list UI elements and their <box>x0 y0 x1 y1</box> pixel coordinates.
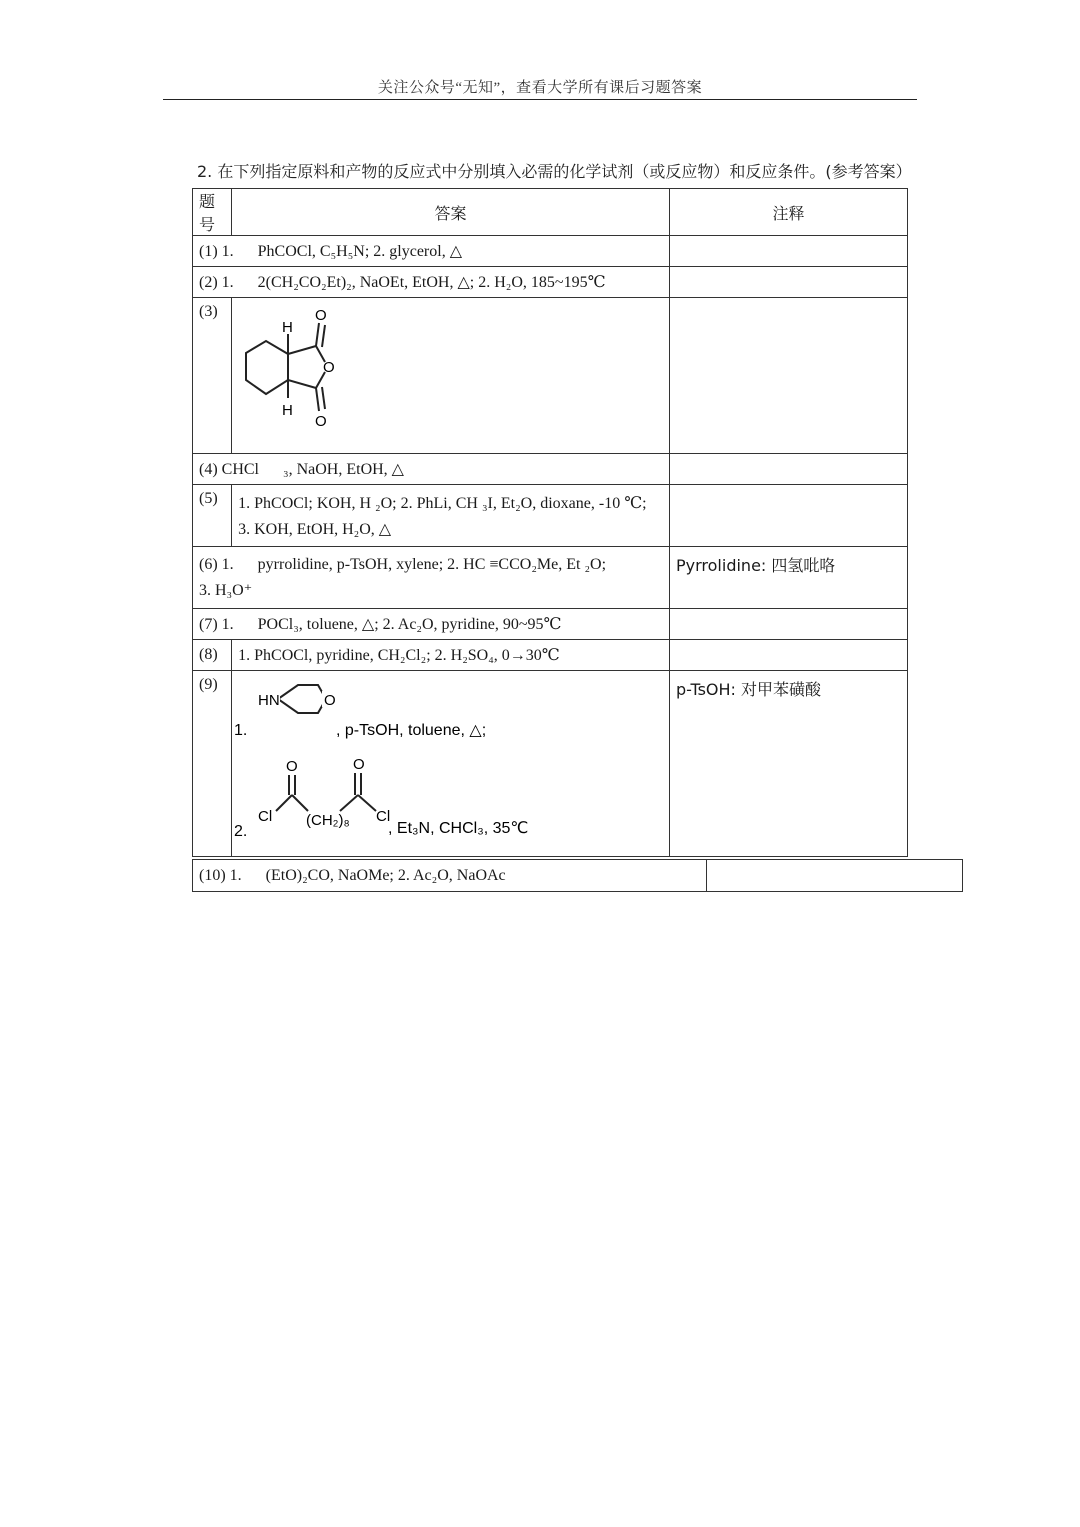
note-cell <box>707 860 963 892</box>
answer-cell <box>193 454 670 485</box>
table-row <box>193 236 908 267</box>
question-title: 2. 在下列指定原料和产物的反应式中分别填入必需的化学试剂（或反应物）和反应条件。(参考答案） <box>197 162 912 181</box>
morpholine-ring <box>278 685 326 713</box>
page-header: 关注公众号“无知”，查看大学所有课后习题答案 <box>377 80 703 96</box>
header-rule <box>163 99 917 100</box>
row-number: (6) 1. <box>199 555 234 573</box>
answer-text: pyrrolidine, p-TsOH, xylene; 2. HC ≡CCO₂Me, Et ₂O; <box>257 555 607 573</box>
answer-cell <box>193 609 670 640</box>
acyl-cl-right-label: Cl <box>376 808 391 825</box>
answer-text-line2: 3. H₃O⁺ <box>199 581 253 599</box>
row-number: (4) CHCl <box>199 461 259 478</box>
answer-text: 2(CH₂CO₂Et)₂, NaOEt, EtOH, △; 2. H₂O, 185~195℃ <box>257 274 606 291</box>
step2-number: 2. <box>234 823 248 840</box>
row-number: (9) <box>193 671 232 857</box>
answer-text: ₃, NaOH, EtOH, △ <box>283 461 404 478</box>
step1-number: 1. <box>234 722 248 739</box>
row-number: (1) 1. <box>199 243 234 260</box>
table-row <box>193 609 908 640</box>
h-bottom-label: H <box>282 402 293 419</box>
answer-cell <box>232 485 670 547</box>
structure-cell <box>232 298 670 454</box>
answer-table <box>192 188 908 857</box>
note-cell <box>670 609 908 640</box>
anhydride-structure <box>232 298 372 448</box>
row-number: (8) <box>193 640 232 671</box>
answer-cell <box>193 547 670 609</box>
o-ring-label: O <box>323 359 335 376</box>
ch2-chain-label: (CH₂)₈ <box>306 812 350 829</box>
answer-cell <box>193 267 670 298</box>
note-cell <box>670 640 908 671</box>
row-number: (5) <box>193 485 232 547</box>
row-number: (7) 1. <box>199 616 234 633</box>
note-cell <box>670 454 908 485</box>
answer-text: PhCOCl, C₅H₅N; 2. glycerol, △ <box>257 243 463 260</box>
table-row <box>193 454 908 485</box>
answer-cell <box>193 860 707 892</box>
table-row <box>193 860 963 892</box>
o-top-label: O <box>315 307 327 324</box>
morpholine-o-label: O <box>324 692 336 709</box>
answer-text: 1. PhCOCl, pyridine, CH₂Cl₂; 2. H₂SO₄, 0→30℃ <box>238 647 560 664</box>
morpholine-hn-label: HN <box>258 692 280 709</box>
table-header-row <box>193 189 908 236</box>
row9-structures <box>232 671 646 851</box>
note-cell: Pyrrolidine: 四氢吡咯 <box>670 547 908 609</box>
col-header-note: 注释 <box>670 189 908 236</box>
col-header-answer: 答案 <box>232 189 670 236</box>
table-row <box>193 267 908 298</box>
table-row <box>193 298 908 454</box>
note-cell <box>670 485 908 547</box>
row-number: (3) <box>193 298 232 454</box>
answer-text-line2: 3. KOH, EtOH, H₂O, △ <box>238 520 392 538</box>
row-number: (2) 1. <box>199 274 234 291</box>
step2-text: , Et₃N, CHCl₃, 35℃ <box>388 820 529 837</box>
answer-cell <box>193 236 670 267</box>
answer-text: 1. PhCOCl; KOH, H ₂O; 2. PhLi, CH ₃I, Et₂O, dioxane, -10 ℃; <box>238 494 647 512</box>
answer-cell <box>232 640 670 671</box>
col-header-number: 题号 <box>193 189 232 236</box>
step1-text: , p-TsOH, toluene, △; <box>336 722 487 739</box>
acyl-cl-left-label: Cl <box>258 808 273 825</box>
table-row <box>193 671 908 857</box>
note-cell <box>670 267 908 298</box>
table-row <box>193 485 908 547</box>
note-cell <box>670 298 908 454</box>
answer-cell <box>232 671 670 857</box>
table-row <box>193 547 908 609</box>
o-bottom-label: O <box>315 413 327 430</box>
acyl-o-left-label: O <box>286 758 298 775</box>
h-top-label: H <box>282 319 293 336</box>
note-cell <box>670 236 908 267</box>
answer-text: (EtO)₂CO, NaOMe; 2. Ac₂O, NaOAc <box>265 866 506 884</box>
row10-table <box>192 859 963 892</box>
row-number: (10) 1. <box>199 866 242 884</box>
table-row <box>193 640 908 671</box>
acyl-o-right-label: O <box>353 756 365 773</box>
answer-text: POCl₃, toluene, △; 2. Ac₂O, pyridine, 90~95℃ <box>257 616 562 633</box>
note-cell: p-TsOH: 对甲苯磺酸 <box>670 671 908 857</box>
